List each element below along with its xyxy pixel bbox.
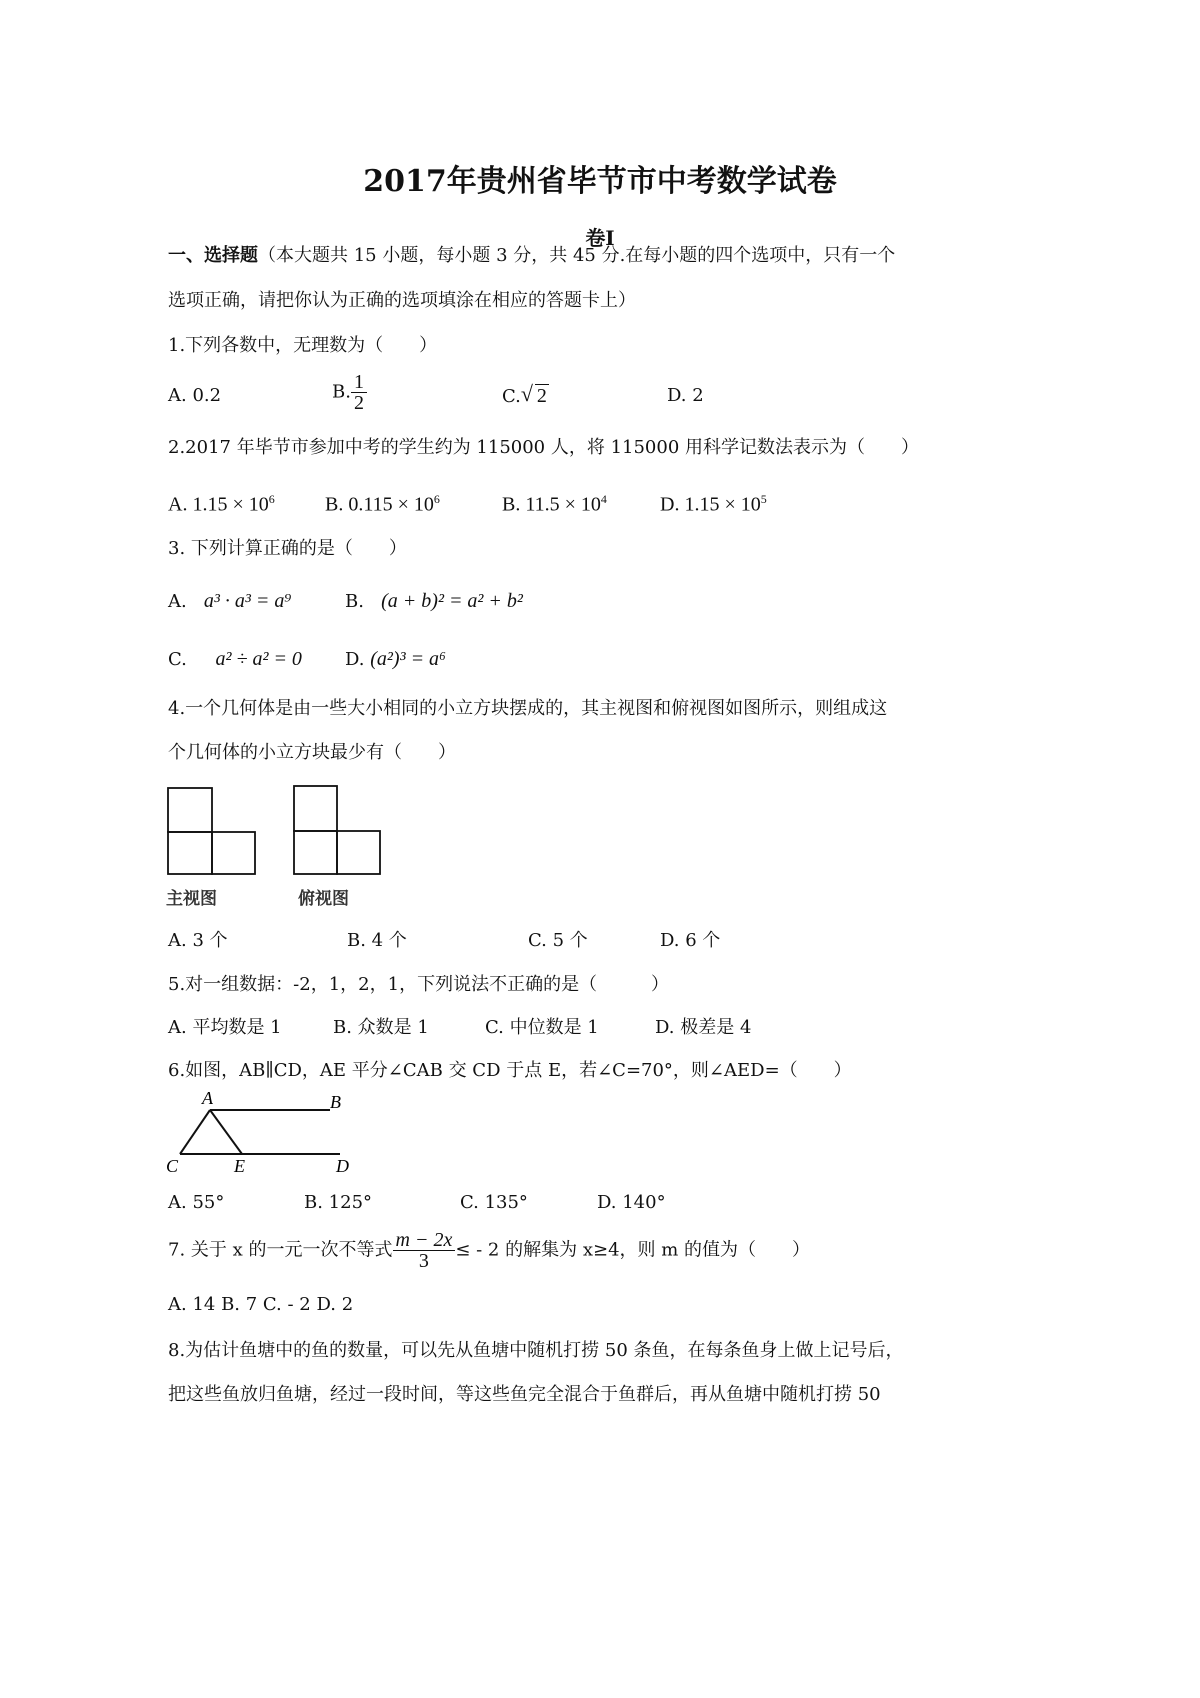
q7-options: A. 14 B. 7 C. - 2 D. 2 [168, 1294, 354, 1315]
point-label-d: D [336, 1156, 349, 1176]
q5-option-c: C. 中位数是 1 [485, 1017, 599, 1038]
q2-c-label: B. [502, 493, 521, 516]
q3-d-label: D. [345, 649, 365, 670]
q1-option-a: A. 0.2 [168, 385, 222, 406]
q5-option-b: B. 众数是 1 [333, 1017, 429, 1038]
top-view-cell [294, 786, 337, 831]
q3-option-a [168, 590, 291, 613]
q7-fraction [393, 1230, 456, 1271]
point-label-b: B [330, 1092, 341, 1112]
q1-c-radicand: 2 [536, 385, 547, 407]
section-desc-line2: 选项正确，请把你认为正确的选项填涂在相应的答题卡上） [168, 290, 636, 311]
q1-b-denominator: 2 [353, 392, 364, 414]
q5-option-d: D. 极差是 4 [655, 1017, 752, 1038]
q6-option-b: B. 125° [304, 1192, 373, 1213]
point-label-e: E [234, 1156, 245, 1176]
q2-d-label: D. [660, 493, 680, 516]
q1-option-d: D. 2 [667, 385, 704, 406]
q5-stem: 5.对一组数据：-2，1，2，1，下列说法不正确的是（ ） [168, 974, 670, 995]
q1-b-numerator: 1 [351, 372, 367, 393]
q1-option-b [332, 372, 367, 413]
top-view-grid [294, 786, 380, 874]
q3-option-b [345, 590, 523, 613]
top-view-cell [294, 831, 337, 874]
q2-option-a [168, 488, 275, 516]
q3-a-label: A. [168, 591, 187, 612]
page-title: 2017年贵州省毕节市中考数学试卷 [363, 164, 837, 199]
q4-option-a: A. 3 个 [168, 930, 228, 951]
segment-AE [210, 1110, 242, 1154]
point-label-a: A [202, 1088, 213, 1108]
q6-option-d: D. 140° [597, 1192, 666, 1213]
q1-option-b-fraction [351, 372, 367, 413]
q5-option-a: A. 平均数是 1 [168, 1017, 282, 1038]
q2-option-c [502, 488, 607, 516]
top-view-caption: 俯视图 [298, 889, 349, 909]
point-label-c: C [166, 1156, 179, 1176]
q2-c-exp: 4 [600, 492, 607, 506]
page-subtitle: 卷Ⅰ [585, 226, 615, 250]
q2-c-base: 11.5 × 10 [525, 493, 601, 516]
q1-stem: 1.下列各数中，无理数为（ ） [168, 335, 438, 356]
q3-option-c [168, 648, 302, 671]
q1-option-c [502, 381, 549, 408]
q8-stem-line1: 8.为估计鱼塘中的鱼的数量，可以先从鱼塘中随机打捞 50 条鱼，在每条鱼身上做上记号后， [168, 1340, 904, 1361]
q2-a-base: 1.15 × 10 [192, 493, 269, 516]
q2-d-base: 1.15 × 10 [684, 493, 761, 516]
q1-option-c-label: C. [502, 386, 521, 407]
q3-option-d [345, 648, 446, 671]
front-view-cell [212, 832, 255, 874]
q8-stem-line2: 把这些鱼放归鱼塘，经过一段时间，等这些鱼完全混合于鱼群后，再从鱼塘中随机打捞 50 [168, 1384, 881, 1405]
q6-option-a: A. 55° [168, 1192, 225, 1213]
q3-a-expr: a³ · a³ = a⁹ [203, 590, 292, 612]
q1-option-b-label: B. [332, 381, 351, 403]
q2-b-base: 0.115 × 10 [348, 493, 434, 516]
q6-parallel-lines-figure [160, 1088, 360, 1180]
q2-a-exp: 6 [268, 492, 275, 506]
segment-AC [180, 1110, 210, 1154]
q3-stem: 3. 下列计算正确的是（ ） [168, 538, 407, 559]
q3-c-expr: a² ÷ a² = 0 [215, 648, 302, 670]
front-view-caption: 主视图 [166, 889, 217, 909]
q2-b-exp: 6 [433, 492, 440, 506]
q3-b-expr: (a + b)² = a² + b² [381, 590, 523, 612]
q2-stem: 2.2017 年毕节市参加中考的学生约为 115000 人，将 115000 用科学记数法表示为（ ） [168, 437, 920, 458]
q1-option-c-sqrt: √ 2 [520, 381, 547, 407]
q7-frac-numerator: m − 2x [393, 1230, 456, 1251]
q4-views-figure [160, 780, 400, 880]
q4-stem-line2: 个几何体的小立方块最少有（ ） [168, 742, 456, 763]
q7-stem-suffix: ≤ - 2 的解集为 x≥4，则 m 的值为（ ） [455, 1239, 811, 1261]
q2-option-b [325, 488, 440, 516]
q7-stem-prefix: 7. 关于 x 的一元一次不等式 [168, 1239, 393, 1261]
q6-option-c: C. 135° [460, 1192, 528, 1213]
q2-d-exp: 5 [760, 492, 767, 506]
section-desc-line1: （本大题共 15 小题，每小题 3 分，共 45 分.在每小题的四个选项中，只有一个 [258, 245, 896, 266]
front-view-cell [168, 832, 212, 874]
q4-stem-line1: 4.一个几何体是由一些大小相同的小立方块摆成的，其主视图和俯视图如图所示，则组成这 [168, 698, 888, 719]
q3-b-label: B. [345, 591, 364, 612]
front-view-cell [168, 788, 212, 832]
q3-d-expr: (a²)³ = a⁶ [370, 648, 447, 670]
section-label: 一、选择题 [168, 245, 258, 266]
q4-option-c: C. 5 个 [528, 930, 588, 951]
q7-frac-denominator: 3 [418, 1250, 429, 1272]
q4-option-d: D. 6 个 [660, 930, 721, 951]
q2-b-label: B. [325, 493, 344, 516]
q6-stem: 6.如图，AB∥CD，AE 平分∠CAB 交 CD 于点 E，若∠C=70°，则∠AED=（ ） [168, 1060, 852, 1081]
q4-option-b: B. 4 个 [347, 930, 407, 951]
top-view-cell [337, 831, 380, 874]
section-heading [168, 245, 895, 267]
q2-option-d [660, 488, 767, 516]
q2-a-label: A. [168, 493, 188, 516]
q7-stem [168, 1230, 810, 1271]
q3-c-label: C. [168, 649, 187, 670]
front-view-grid [168, 788, 255, 874]
